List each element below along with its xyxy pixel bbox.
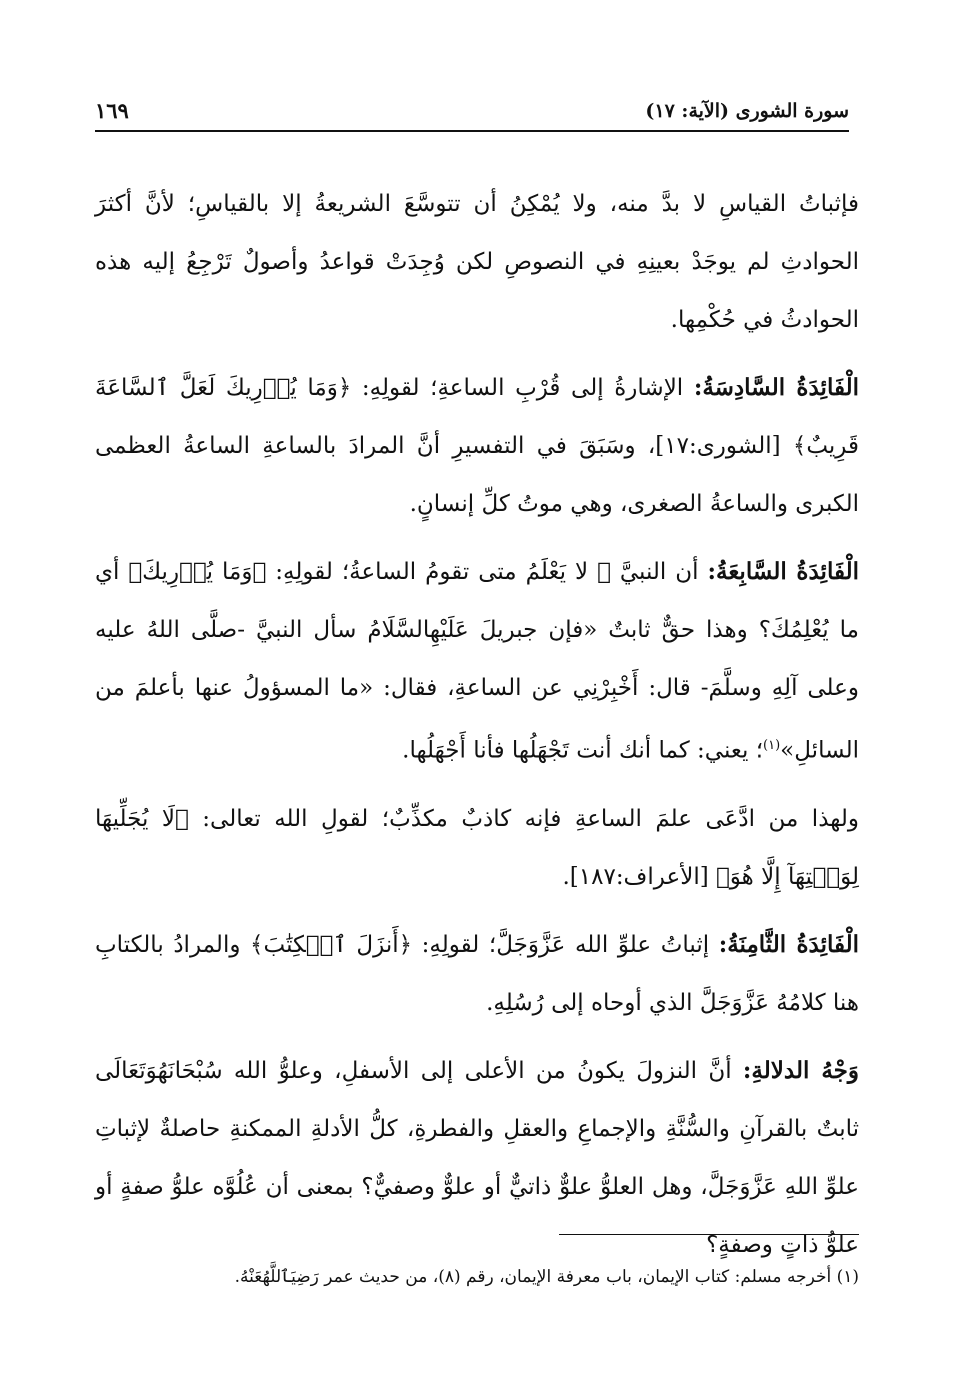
- body-text: [95, 175, 859, 1284]
- paragraph-benefit-8: [95, 916, 859, 1032]
- paragraph-benefit-7: [95, 543, 859, 780]
- paragraph-text: ولهذا من ادَّعَى علمَ الساعةِ فإنه كاذبٌ مكذِّبٌ؛ لقولِ الله تعالى: ﴿لَا يُجَلِّيهَا لِوَقۡتِهَآ إِلَّا هُوَ﴾ [الأعراف:١٨٧].: [95, 805, 859, 890]
- footnote-divider: [559, 1234, 859, 1235]
- paragraph-text: أنَّ النزولَ يكونُ من الأعلى إلى الأسفلِ، وعلوُّ الله سُبْحَانَهُوَتَعَالَى ثابتٌ بالقرآنِ والسُّنَّةِ والإجماعِ والعقلِ والفطرةِ، كلُّ الأدلةِ الممكنةِ حاصلةٌ لإثباتِ علوِّ اللهِ عَزَّوَجَلَّ، وهل العلوُّ علوٌّ ذاتيٌّ أو علوٌّ وصفيٌّ؟ بمعنى أن عُلُوَّه علوُّ صفةٍ أو علوُّ ذاتٍ وصفةٍ؟: [95, 1057, 859, 1258]
- paragraph-4: [95, 790, 859, 906]
- surah-title: سورة الشورى (الآية: ١٧): [645, 100, 849, 122]
- evidence-heading: وَجْهُ الدلالةِ:: [742, 1056, 859, 1084]
- paragraph-benefit-6: [95, 359, 859, 533]
- paragraph-text-tail: ؛ يعني: كما أنك أنت تَجْهَلُها فأنا أَجْهَلُها.: [402, 737, 764, 764]
- footnote-reference[interactable]: (١): [763, 738, 781, 753]
- running-header: [95, 96, 849, 132]
- benefit-heading: الْفَائِدَةُ الثَّامِنَةُ:: [718, 930, 860, 958]
- paragraph-text: الإشارةُ إلى قُرْبِ الساعةِ؛ لقولِهِ: ﴿وَمَا يُدۡرِيكَ لَعَلَّ ٱلسَّاعَةَ قَرِيبٌ﴾ [الشورى:١٧]، وسَبَقَ في التفسيرِ أنَّ المرادَ بالساعةِ الساعةُ العظمى الكبرى والساعةُ الصغرى، وهي موتُ كلِّ إنسانٍ.: [95, 375, 859, 517]
- paragraph-text: أن النبيَّ ﷺ لا يَعْلَمُ متى تقومُ الساعةُ؛ لقولِهِ: ﴿وَمَا يُدۡرِيكَ﴾ أي ما يُعْلِمُكَ؟ وهذا حقٌّ ثابتٌ «فإن جبريلَ عَلَيْهِالسَّلَامُ سأل النبيَّ -صلَّى اللهُ عليه وعلى آلِهِ وسلَّمَ- قال: أَخْبِرْنِي عن الساعةِ، فقال: «ما المسؤولُ عنها بأعلمَ من السائلِ»: [95, 559, 859, 764]
- paragraph-evidence: [95, 1042, 859, 1274]
- paragraph-text: فإثباتُ القياسِ لا بدَّ منه، ولا يُمْكِنُ أن تتوسَّعَ الشريعةُ إلا بالقياسِ؛ لأنَّ أكثرَ الحوادثِ لم يوجَدْ بعينِهِ في النصوصِ لكن وُجِدَتْ قواعدُ وأصولٌ تَرْجِعُ إليه هذه الحوادثُ في حُكْمِها.: [95, 191, 859, 333]
- page-number: ١٦٩: [95, 98, 129, 123]
- benefit-heading: الْفَائِدَةُ السَّادِسَةُ:: [693, 374, 859, 401]
- benefit-heading: الْفَائِدَةُ السَّابِعَةُ:: [707, 558, 859, 585]
- footnote: (١) أخرجه مسلم: كتاب الإيمان، باب معرفة الإيمان، رقم (٨)، من حديث عمر رَضِيَٱللَّهُعَنْهُ.: [234, 1267, 859, 1287]
- paragraph-text: إثباتُ علوِّ الله عَزَّوَجَلَّ؛ لقولِهِ: ﴿أَنزَلَ ٱلۡكِتَٰبَ﴾ والمرادُ بالكتابِ هنا كلامُهُ عَزَّوَجَلَّ الذي أوحاه إلى رُسُلِهِ.: [95, 931, 859, 1016]
- paragraph-1: [95, 175, 859, 349]
